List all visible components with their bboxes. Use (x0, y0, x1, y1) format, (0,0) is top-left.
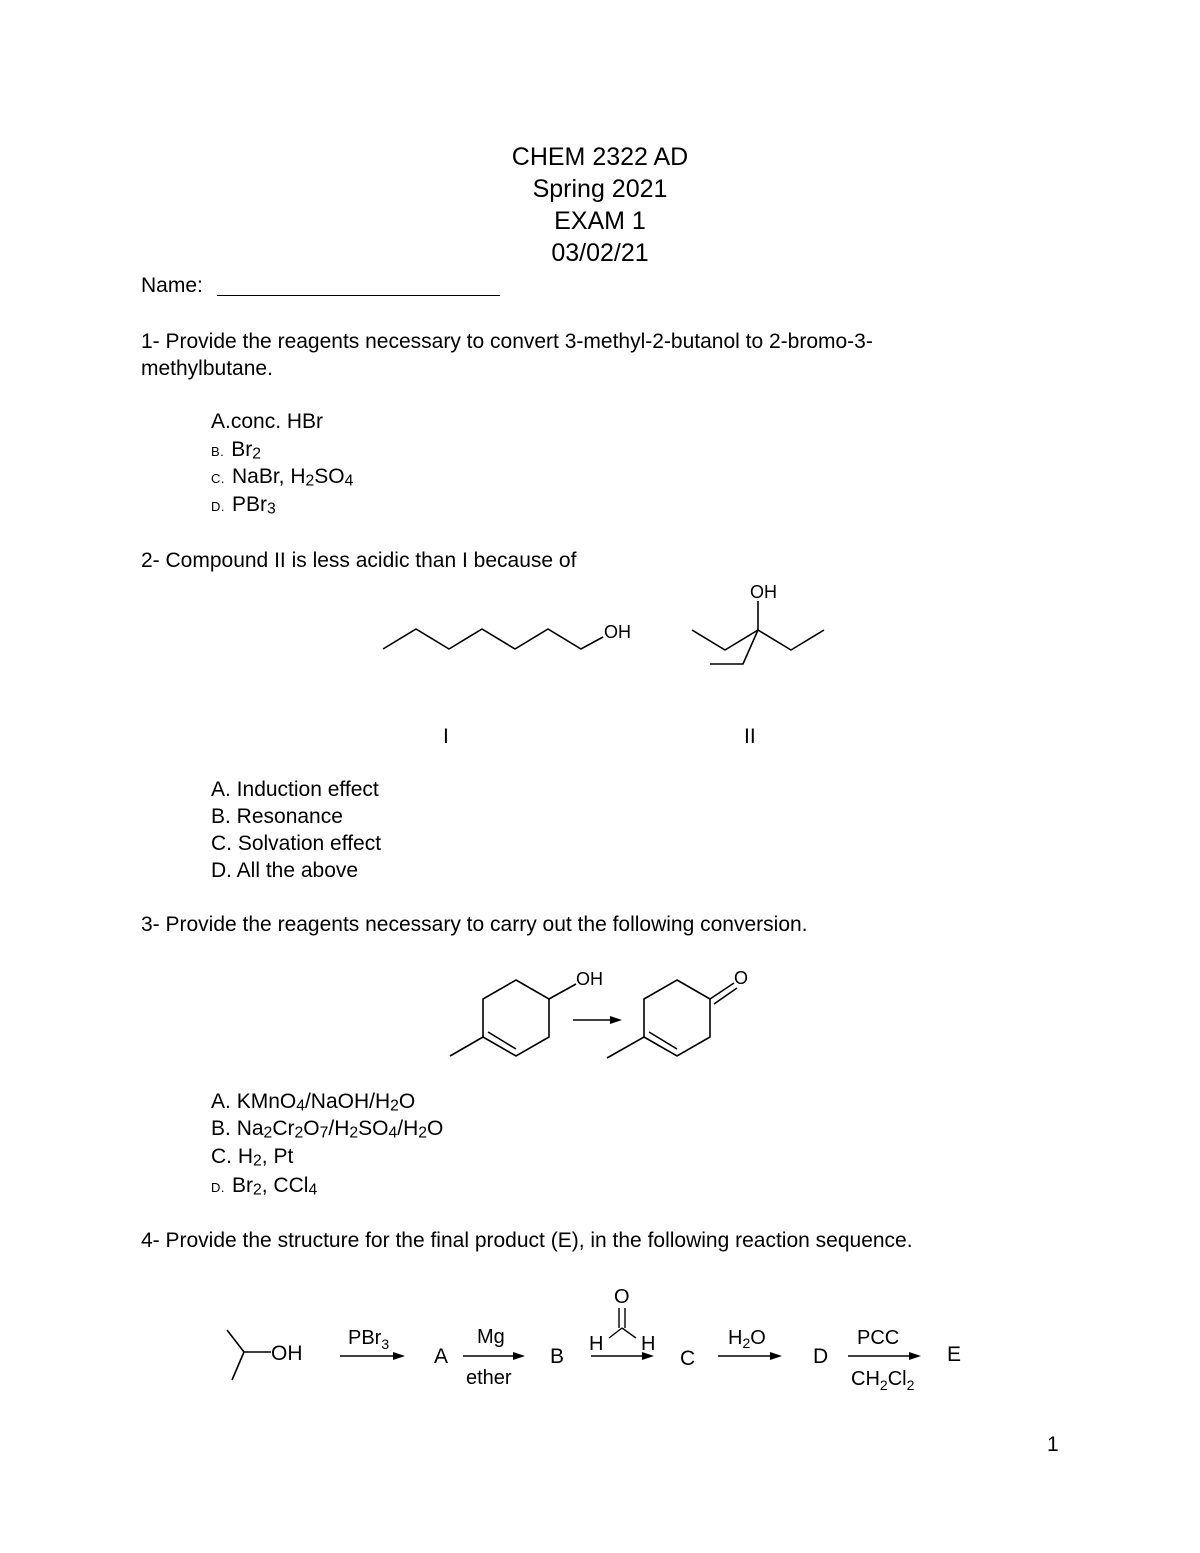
reactant-methyl (450, 1037, 483, 1056)
q1-option-a[interactable] (211, 410, 323, 434)
q2-option-d[interactable]: D. All the above (211, 859, 359, 882)
q3-option-d[interactable] (211, 1174, 317, 1199)
start-bond-down (232, 1352, 244, 1380)
compound-i-oh: OH (604, 622, 631, 642)
option-letter: D. (211, 1180, 225, 1195)
option-text: $KMnO_4/NaOH/H_2O$ (236, 1090, 416, 1115)
q3-option-b[interactable] (211, 1117, 443, 1142)
option-text: PBr$_3$ (232, 493, 276, 518)
reactant-oh: OH (576, 969, 603, 989)
option-letter: A. (211, 1090, 231, 1113)
formaldehyde-o: O (614, 1286, 630, 1308)
reactant-double-bond (488, 1032, 516, 1049)
course-title: CHEM 2322 AD (511, 143, 689, 171)
q3-text: 3- Provide the reagents necessary to carry out the following conversion. (141, 913, 808, 936)
step2-bottom: ether (466, 1367, 512, 1389)
compound-label-i: I (443, 725, 449, 748)
compound-label-ii: II (744, 725, 756, 748)
intermediate-a: A (434, 1345, 449, 1368)
start-oh: OH (271, 1342, 303, 1365)
arrow-head (610, 1016, 622, 1024)
option-text: conc. HBr (230, 410, 324, 433)
q2-text: 2- Compound II is less acidic than I because of (141, 549, 577, 572)
option-text: $Na_2Cr_2O_7/H_2SO_4/H_2O$ (236, 1117, 444, 1142)
option-text: NaBr, $H_2SO_4$ (232, 465, 354, 490)
q4-reaction-sequence (0, 1280, 1200, 1410)
option-text: $Br_2$ (231, 438, 262, 463)
term: Spring 2021 (532, 175, 668, 203)
q3-reaction (0, 955, 1200, 1075)
option-letter: C. (211, 471, 225, 486)
name-blank-line[interactable] (217, 295, 500, 296)
option-letter: B. (211, 444, 225, 459)
step5-arrow-head (909, 1352, 921, 1360)
option-letter: B. (211, 1117, 231, 1140)
product-double-bond (649, 1032, 677, 1049)
formaldehyde-ch-right (622, 1328, 636, 1338)
formaldehyde-ch-left (609, 1328, 622, 1338)
product-o: O (734, 968, 749, 988)
step2-arrow-head (513, 1352, 525, 1360)
step2-top: Mg (477, 1326, 505, 1348)
step4-reagent: $H_2O$ (728, 1327, 766, 1351)
option-text: $Br_2$, CCl$_4$ (232, 1174, 318, 1199)
step1-arrow-head (393, 1352, 405, 1360)
formaldehyde-h-right: H (641, 1333, 656, 1355)
q2-structures (0, 570, 1200, 750)
product-co-bond-2 (714, 988, 737, 1004)
reactant-oh-bond (549, 984, 576, 999)
q3-option-a[interactable] (211, 1090, 415, 1115)
q2-option-a[interactable]: A. Induction effect (211, 778, 379, 801)
product-ring (644, 980, 710, 1056)
option-letter: D. (211, 499, 225, 514)
q1-text-line2: methylbutane. (141, 357, 273, 380)
product-methyl (607, 1037, 644, 1058)
q1-text-line1: 1- Provide the reagents necessary to convert 3-methyl-2-butanol to 2-bromo-3- (141, 330, 873, 353)
exam-title: EXAM 1 (554, 207, 646, 235)
step5-bottom: $CH_2Cl_2$ (851, 1368, 915, 1393)
option-letter: A. (211, 410, 231, 433)
q1-option-c[interactable] (211, 465, 353, 490)
q2-option-c[interactable]: C. Solvation effect (211, 832, 382, 855)
option-letter: C. (211, 1145, 232, 1168)
step5-top: PCC (857, 1327, 900, 1349)
start-bond-up (227, 1330, 244, 1352)
compound-i-chain (383, 629, 603, 649)
intermediate-c: C (680, 1347, 696, 1370)
reactant-ring (483, 980, 549, 1056)
product-e: E (947, 1343, 962, 1366)
name-label: Name: (141, 274, 203, 297)
exam-date: 03/02/21 (551, 239, 649, 267)
step1-reagent: PBr$_3$ (348, 1327, 390, 1352)
option-text: $H_2$, Pt (237, 1145, 294, 1170)
q4-text: 4- Provide the structure for the final product (E), in the following reaction sequence. (141, 1229, 913, 1252)
formaldehyde-h-left: H (589, 1333, 604, 1355)
q1-option-d[interactable] (211, 493, 276, 518)
q1-option-b[interactable] (211, 438, 261, 463)
product-co-bond-1 (710, 983, 734, 999)
intermediate-b: B (550, 1345, 565, 1368)
page-number: 1 (1047, 1433, 1059, 1456)
compound-ii-oh: OH (750, 582, 777, 602)
compound-ii-left-arm (692, 630, 758, 650)
q2-option-b[interactable]: B. Resonance (211, 805, 343, 828)
compound-ii-right-arm (758, 630, 824, 650)
intermediate-d: D (813, 1345, 829, 1368)
step4-arrow-head (770, 1352, 782, 1360)
q3-option-c[interactable] (211, 1145, 293, 1170)
